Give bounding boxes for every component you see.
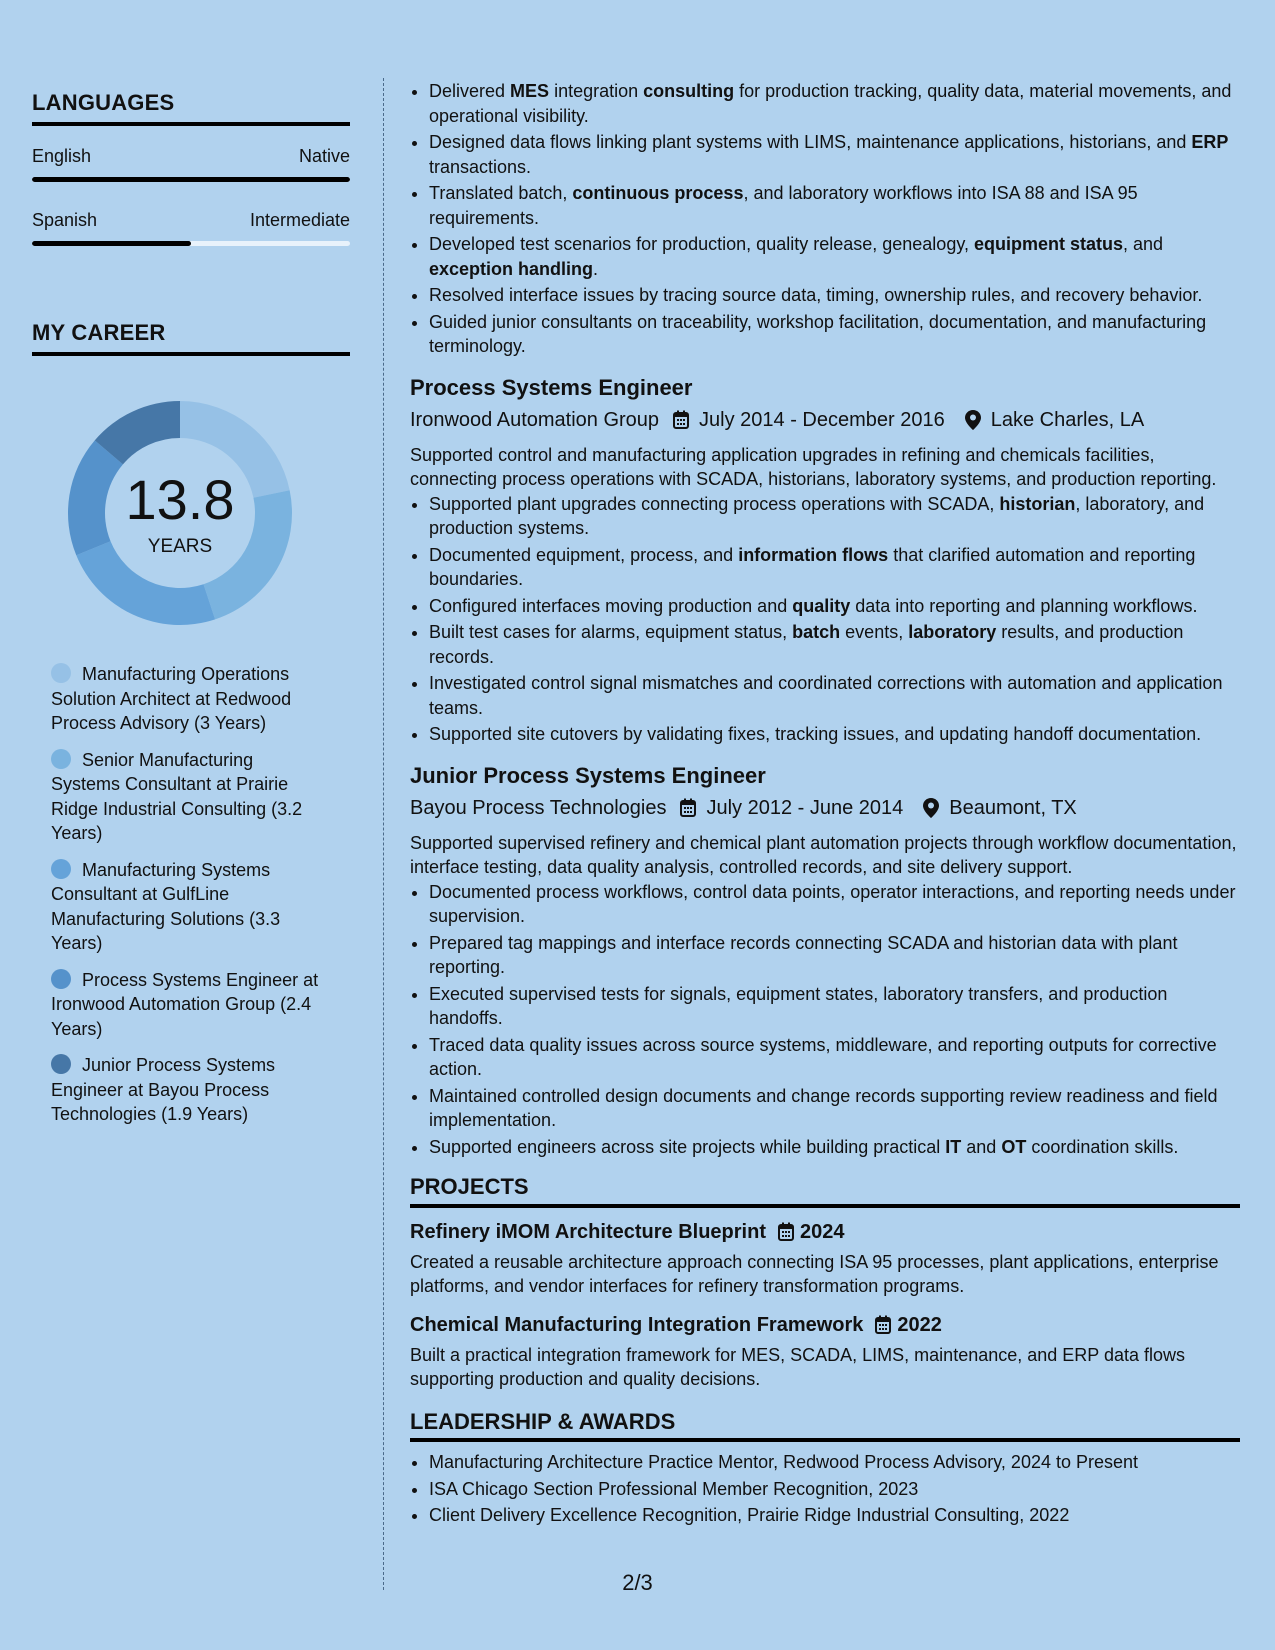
legend-item <box>51 662 321 736</box>
job-dates: July 2012 - June 2014 <box>706 796 904 819</box>
job-title: Process Systems Engineer <box>410 374 693 400</box>
page-number: 2/3 <box>622 1570 653 1595</box>
project-year: 2022 <box>897 1313 942 1336</box>
job-entry <box>410 761 1240 1160</box>
legend-item <box>51 1053 321 1127</box>
project-header <box>410 1218 1240 1246</box>
legend-item <box>51 858 321 956</box>
language-name: Spanish <box>32 210 98 230</box>
job-description: Supported control and manufacturing application upgrades in refining and chemicals facilities, connecting process operations with SCADA, historians, laboratory systems, and production reporting. <box>410 444 1217 489</box>
project-name: Refinery iMOM Architecture Blueprint <box>410 1220 766 1243</box>
project-entry <box>410 1218 1240 1299</box>
bullet-item: • Translated batch, continuous process, and laboratory workflows into ISA 88 and ISA 95 requirements. <box>429 181 1240 230</box>
bullet-item: • Maintained controlled design documents and change records supporting review readiness and field implementation. <box>429 1084 1240 1133</box>
job-meta <box>410 405 1240 435</box>
career-total-years: 13.8 <box>125 468 235 531</box>
awards-list <box>410 1450 1240 1528</box>
language-spanish <box>32 210 350 246</box>
awards-heading: LEADERSHIP & AWARDS <box>410 1410 1240 1443</box>
project-year: 2024 <box>799 1220 845 1243</box>
bullet-item: • Documented process workflows, control data points, operator interactions, and reporting needs under supervision. <box>429 880 1240 929</box>
job-company: Bayou Process Technologies <box>410 796 667 819</box>
previous-job-bullets <box>410 79 1240 359</box>
language-level-fill <box>32 241 191 246</box>
bullet-item: • Built test cases for alarms, equipment status, batch events, laboratory results, and production records. <box>429 620 1240 669</box>
bullet-item: • Supported site cutovers by validating fixes, tracking issues, and updating handoff documentation. <box>429 722 1240 747</box>
award-item: • Client Delivery Excellence Recognition, Prairie Ridge Industrial Consulting, 2022 <box>429 1503 1240 1528</box>
bullet-item: • Developed test scenarios for production, quality release, genealogy, equipment status, and exception handling. <box>429 232 1240 281</box>
calendar-icon <box>778 1222 794 1241</box>
bullet-item: • Delivered MES integration consulting for production tracking, quality data, material movements, and operational visibility. <box>429 79 1240 128</box>
legend-label: Junior Process Systems Engineer at Bayou Process Technologies (1.9 Years) <box>51 1055 276 1124</box>
legend-item <box>51 968 321 1042</box>
job-bullets <box>410 880 1240 1160</box>
legend-label: Manufacturing Operations Solution Architect at Redwood Process Advisory (3 Years) <box>51 664 292 733</box>
legend-dot <box>51 969 71 989</box>
job-location: Lake Charles, LA <box>990 408 1145 431</box>
award-item: • Manufacturing Architecture Practice Mentor, Redwood Process Advisory, 2024 to Present <box>429 1450 1240 1475</box>
bullet-item: • Resolved interface issues by tracing source data, timing, ownership rules, and recovery behavior. <box>429 283 1240 308</box>
job-title: Junior Process Systems Engineer <box>410 762 766 788</box>
bullet-item: • Traced data quality issues across source systems, middleware, and reporting outputs for corrective action. <box>429 1033 1240 1082</box>
bullet-item: • Configured interfaces moving production and quality data into reporting and planning workflows. <box>429 594 1240 619</box>
bullet-item: • Investigated control signal mismatches and coordinated corrections with automation and application teams. <box>429 671 1240 720</box>
project-description: Built a practical integration framework for MES, SCADA, LIMS, maintenance, and ERP data flows supporting production and quality decisions. <box>410 1344 1186 1389</box>
language-level-fill <box>32 177 350 182</box>
bullet-item: • Prepared tag mappings and interface records connecting SCADA and historian data with plant reporting. <box>429 931 1240 980</box>
legend-label: Manufacturing Systems Consultant at GulfLine Manufacturing Solutions (3.3 Years) <box>51 859 281 953</box>
language-level: Native <box>298 146 350 166</box>
career-total-unit: YEARS <box>147 536 213 557</box>
career-heading: MY CAREER <box>32 320 350 356</box>
bullet-item: • Designed data flows linking plant systems with LIMS, maintenance applications, historians, and ERP transactions. <box>429 130 1240 179</box>
legend-label: Senior Manufacturing Systems Consultant at Prairie Ridge Industrial Consulting (3.2 Years) <box>51 749 303 843</box>
job-description: Supported supervised refinery and chemical plant automation projects through workflow documentation, interface testing, data quality analysis, controlled records, and site delivery support. <box>410 832 1237 877</box>
job-location: Beaumont, TX <box>949 796 1077 819</box>
project-header <box>410 1311 1240 1339</box>
legend-dot <box>51 859 71 879</box>
project-name: Chemical Manufacturing Integration Framework <box>410 1313 864 1336</box>
bullet-item: • Guided junior consultants on traceability, workshop facilitation, documentation, and manufacturing terminology. <box>429 310 1240 359</box>
legend-label: Process Systems Engineer at Ironwood Automation Group (2.4 Years) <box>51 969 319 1039</box>
calendar-icon <box>875 1315 891 1334</box>
bullet-item: • Supported plant upgrades connecting process operations with SCADA, historian, laboratory, and production systems. <box>429 492 1240 541</box>
career-donut-chart <box>67 400 293 626</box>
career-legend <box>51 662 321 1127</box>
job-dates: July 2014 - December 2016 <box>699 408 945 431</box>
location-pin-icon <box>923 798 939 818</box>
location-pin-icon <box>965 410 981 430</box>
languages-heading: LANGUAGES <box>32 90 350 126</box>
language-level-bar <box>32 177 350 182</box>
legend-item <box>51 748 321 846</box>
bullet-item: • Executed supervised tests for signals, equipment states, laboratory transfers, and production handoffs. <box>429 982 1240 1031</box>
bullet-item: • Supported engineers across site projects while building practical IT and OT coordination skills. <box>429 1135 1240 1160</box>
projects-heading: PROJECTS <box>410 1175 1240 1208</box>
job-meta <box>410 793 1240 823</box>
language-name: English <box>32 146 92 166</box>
calendar-icon <box>680 798 696 817</box>
calendar-icon <box>673 410 689 429</box>
project-description: Created a reusable architecture approach connecting ISA 95 processes, plant applications, enterprise platforms, and vendor interfaces for refinery transformation programs. <box>410 1251 1219 1296</box>
job-bullets <box>410 492 1240 747</box>
right-column <box>410 79 1240 1530</box>
language-english <box>32 146 350 182</box>
legend-dot <box>51 1054 71 1074</box>
job-entry <box>410 373 1240 747</box>
project-entry <box>410 1311 1240 1392</box>
column-divider <box>383 78 384 1590</box>
award-item: • ISA Chicago Section Professional Member Recognition, 2023 <box>429 1477 1240 1502</box>
legend-dot <box>51 663 71 683</box>
bullet-item: • Documented equipment, process, and information flows that clarified automation and reporting boundaries. <box>429 543 1240 592</box>
left-column <box>32 90 350 1139</box>
language-level-bar <box>32 241 350 246</box>
legend-dot <box>51 749 71 769</box>
language-level: Intermediate <box>249 210 350 230</box>
job-company: Ironwood Automation Group <box>410 408 660 431</box>
